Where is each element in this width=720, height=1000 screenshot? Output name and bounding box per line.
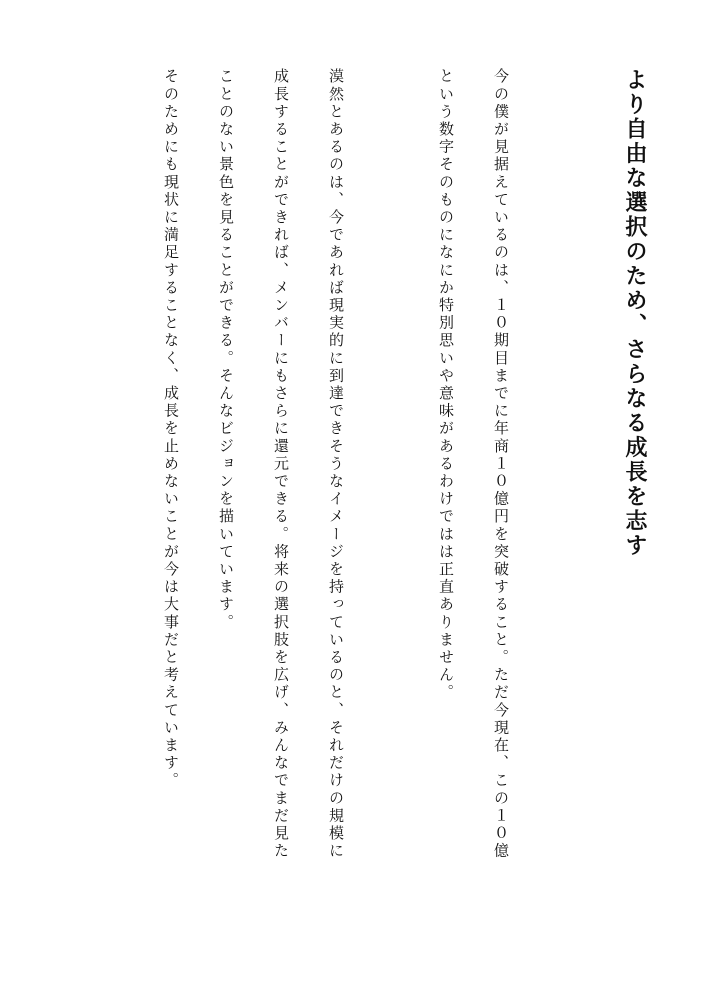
body-line: ことのない景色を見ることができる。そんなビジョンを描いています。 bbox=[217, 68, 235, 632]
page-title: より自由な選択のため、さらなる成長を志す bbox=[622, 68, 648, 558]
body-line: という数字そのものになにか特別思いや意味があるわけではは正直ありません。 bbox=[437, 68, 455, 702]
body-line: 成長することができれば、メンバーにもさらに還元できる。将来の選択肢を広げ、みんなでまだ見た bbox=[272, 68, 290, 860]
body-line: 漠然とあるのは、今であれば現実的に到達できそうなイメージを持っているのと、それだけの規模に bbox=[327, 68, 345, 860]
body-line: そのためにも現状に満足することなく、成長を止めないことが今は大事だと考えています。 bbox=[162, 68, 180, 790]
body-line: 今の僕が見据えているのは、１０期目までに年商１０億円を突破すること。ただ今現在、この１０億 bbox=[492, 68, 510, 860]
